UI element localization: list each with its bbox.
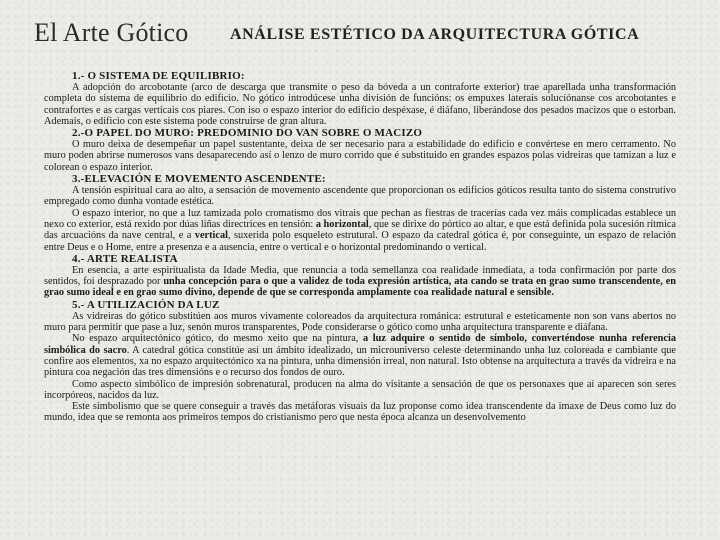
paragraph: O muro deixa de desempeñar un papel sustentante, deixa de ser necesario para a estabilidade do edificio e convértese en mero cerramento. No muro poden abrirse numerosos vans desaparecendo así o lenzo de muro corrido que é substituido en grandes espazos polas vidreiras que tamizan a luz e colorean o espazo interior.	[44, 139, 676, 173]
slide-title: El Arte Gótico	[34, 18, 189, 47]
section-heading-muro: 2.-O PAPEL DO MURO: PREDOMINIO DO VAN SOBRE O MACIZO	[72, 127, 423, 140]
paragraph: As vidreiras do gótico substitúen aos muros vivamente coloreados da arquitectura románica: estrutural e esteticamente non son vans abertos no muro para permitir que pase a luz, senón muros transparentes, Pode considerarse o gótico como unha arquitectura transparente e diáfana.	[44, 310, 676, 334]
paragraph: Este simbolismo que se quere conseguir a través das metáforas visuais da luz proponse como idea transcendente da imaxe de Deus como luz do mundo, idea que se remonta aos primeiros tempos do cristianismo pero que nesta época alcanza un desenvolvemento	[44, 401, 676, 424]
section-heading-arte-realista: 4.- ARTE REALISTA	[72, 252, 178, 265]
text-run: O espazo interior, no que a luz tamizada polo cromatismo dos vitrais que pechan as fiestras de tracerías cada vez máis complicadas establece un nexo co exterior, está rexido por dúas liñas directrices en tensión:	[44, 207, 676, 230]
section-heading-elevacion: 3.-ELEVACIÓN E MOVEMENTO ASCENDENTE:	[72, 173, 326, 186]
text-run: , que se dirixe do pórtico ao altar, e que está definida pola sucesión rítmica das arcuacións da nave central, e a	[44, 218, 676, 242]
paragraph	[44, 265, 676, 299]
text-run: , suxerida polo esqueleto estrutural. O espazo da catedral gótica é, por conseguinte, un espazo de relación entre Deus e o Home, entre a presenza e a ausencia, entre o vertical e o horizontal predominando o vertical.	[44, 230, 676, 253]
section-heading-luz: 5.- A UTILIZACIÓN DA LUZ	[72, 298, 220, 311]
text-run: No espazo arquitectónico gótico, do mesmo xeito que na pintura,	[72, 333, 359, 345]
paragraph	[44, 208, 676, 253]
emphasis: vertical	[194, 230, 228, 242]
paragraph	[44, 333, 676, 378]
text-run: En esencia, a arte espiritualista da Idade Media, que renuncia a toda semellanza coa realidade inmediata, a toda confirmación por parte dos sentidos, foi desprazado por	[44, 264, 676, 288]
emphasis: a luz adquire o sentido de símbolo, converténdose nunha referencia simbólica do sacro	[44, 333, 676, 356]
content-body	[44, 70, 676, 424]
paragraph: A tensión espiritual cara ao alto, a sensación de movemento ascendente que proporcionan os edificios góticos resulta tanto do sistema construtivo empregado como dunha vontade estética.	[44, 185, 676, 208]
emphasis: unha concepción para o que a validez de toda expresión artística, ata cando se trata en grao sumo transcendente, en grao sumo ideal e en grao sumo divino, depende de que se corresponda amplamente coa realidade natural e sensible.	[44, 276, 676, 299]
slide-subtitle: ANÁLISE ESTÉTICO DA ARQUITECTURA GÓTICA	[230, 26, 640, 43]
emphasis: a horizontal	[315, 218, 369, 230]
paragraph: A adopción do arcobotante (arco de descarga que transmite o peso da bóveda a un contraforte exterior) trae aparellada unha transformación completa do sistema de equilibrio do edificio. No gótico introdúcese unha división de funcións: os empuxes laterais solucíónanse cos arcobotantes e contrafortes e as cargas verticais cos piares. Con iso o espazo interior do edificio despéxase, é diáfano, liberándose dos pesados macizos que o estorban. Ademais, o edificio con este sistema pode construirse de gran altura.	[44, 82, 676, 127]
paragraph: Como aspecto simbólico de impresión sobrenatural, producen na alma do visitante a sensación de que os personaxes que aí aparecen son seres incorpóreos, nacidos da luz.	[44, 378, 676, 401]
text-run: . A catedral gótica constitúe así un ámbito idealizado, un microuniverso celeste determinando unha luz coloreada e cambiante que confire aos elementos, xa no espazo arquitectónico xa na pintura, unha dimensión irreal, non natural. Isto obtense na arquitectura a través da vidreira e na pintura coa negación das tres dimensións e o recurso dos fondos de ouro.	[44, 344, 676, 379]
section-heading-equilibrio: 1.- O SISTEMA DE EQUILIBRIO:	[72, 70, 245, 82]
